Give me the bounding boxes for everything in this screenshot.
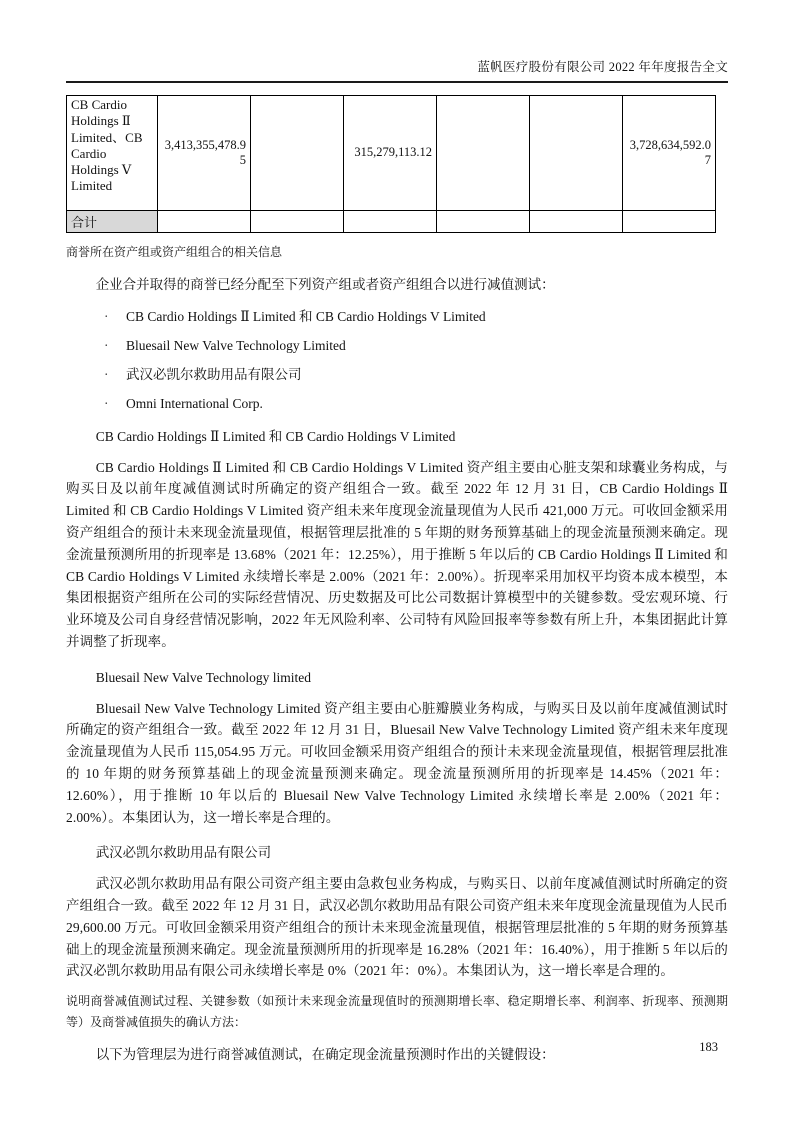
assumptions-intro: 以下为管理层为进行商誉减值测试，在确定现金流量预测时作出的关键假设： — [95, 1047, 555, 1063]
list-item-wuhan — [104, 366, 728, 383]
value-cell-6: 3,728,634,592.07 — [623, 96, 716, 211]
list-item-label: Bluesail New Valve Technology Limited — [126, 337, 346, 353]
list-item-label: CB Cardio Holdings Ⅱ Limited 和 CB Cardio Holdings V Limited — [126, 308, 486, 324]
table-row-total — [67, 211, 716, 233]
total-value-cell-5 — [530, 211, 623, 233]
bluesail-paragraph: Bluesail New Valve Technology Limited 资产组主要由心脏瓣膜业务构成，与购买日及以前年度减值测试时所确定的资产组组合一致。截至 2022 年 12 月 31 日，Bluesail New Valve Technology Limited 资产组未来年度现金流量现值为人民币 115,054.95 万元。可收回金额采用资产组组合的预计未来现金流量现值，根据管理层批准的 10 年期的财务预算基础上的现金流量预测来确定。现金流量预测所用的折现率是 14.45%（2021 年：12.60%），用于推断 10 年以后的 Bluesail New Valve Technology Limited 永续增长率是 2.00%（2021 年：2.00%）。本集团认为，这一增长率是合理的。 — [66, 700, 728, 825]
list-item-cb-cardio — [104, 308, 728, 325]
bluesail-section-heading: Bluesail New Valve Technology limited — [95, 669, 311, 685]
cb-cardio-section-heading: CB Cardio Holdings Ⅱ Limited 和 CB Cardio Holdings V Limited — [95, 428, 456, 444]
goodwill-asset-group-table — [66, 95, 716, 233]
wuhan-paragraph: 武汉必凯尔救助用品有限公司资产组主要由急救包业务构成，与购买日、以前年度减值测试时所确定的资产组组合一致。截至 2022 年 12 月 31 日，武汉必凯尔救助用品有限公司资产组未来年度现金流量现值为人民币 29,600.00 万元。可收回金额采用资产组组合的预计未来现金流量现值，根据管理层批准的 5 年期的财务预算基础上的现金流量预测来确定。现金流量预测所用的折现率是 16.28%（2021 年：16.40%），用于推断 5 年以后的武汉必凯尔救助用品有限公司永续增长率是 0%（2021 年：0%）。本集团认为，这一增长率是合理的。 — [66, 876, 728, 979]
total-value-cell-3 — [344, 211, 437, 233]
bullet-icon: · — [104, 366, 109, 382]
bullet-icon: · — [104, 337, 109, 353]
list-item-bluesail — [104, 337, 728, 354]
list-item-label: 武汉必凯尔救助用品有限公司 — [126, 366, 302, 382]
list-item-label: Omni International Corp. — [126, 395, 263, 411]
value-cell-2 — [251, 96, 344, 211]
bullet-icon: · — [104, 308, 109, 324]
cb-cardio-paragraph: CB Cardio Holdings Ⅱ Limited 和 CB Cardio Holdings V Limited 资产组主要由心脏支架和球囊业务构成，与购买日及以前年度减值测试时所确定的资产组组合一致。截至 2022 年 12 月 31 日，CB Cardio Holdings Ⅱ Limited 和 CB Cardio Holdings V Limited 资产组未来年度现金流量现值为人民币 421,000 万元。可收回金额采用资产组组合的预计未来现金流量现值，根据管理层批准的 5 年期的财务预算基础上的现金流量预测来确定。现金流量预测所用的折现率是 13.68%（2021 年：12.25%），用于推断 5 年以后的 CB Cardio Holdings Ⅱ Limited 和 CB Cardio Holdings V Limited 永续增长率是 2.00%（2021 年：2.00%）。折现率采用加权平均资本成本模型，本集团根据资产组所在公司的实际经营情况、历史数据及可比公司数据计算模型中的关键参数。受宏观环境、行业环境及公司自身经营情况影响，2022 年无风险利率、公司特有风险回报率等参数有所上升，本集团据此计算并调整了折现率。 — [66, 459, 728, 649]
total-value-cell-4 — [437, 211, 530, 233]
value-cell-4 — [437, 96, 530, 211]
total-value-cell-6 — [623, 211, 716, 233]
value-cell-3: 315,279,113.12 — [344, 96, 437, 211]
value-cell-5 — [530, 96, 623, 211]
value-cell-1: 3,413,355,478.95 — [158, 96, 251, 211]
total-label-cell: 合计 — [67, 211, 158, 233]
asset-group-list — [104, 308, 728, 412]
wuhan-section-heading: 武汉必凯尔救助用品有限公司 — [95, 845, 272, 861]
total-value-cell-2 — [251, 211, 344, 233]
list-item-omni — [104, 395, 728, 412]
bullet-icon: · — [104, 395, 109, 411]
table-row-asset-group — [67, 96, 716, 211]
total-value-cell-1 — [158, 211, 251, 233]
page-number: 183 — [699, 1040, 718, 1054]
allocation-intro: 企业合并取得的商誉已经分配至下列资产组或者资产组组合以进行减值测试： — [95, 277, 555, 292]
goodwill-info-heading: 商誉所在资产组或资产组组合的相关信息 — [66, 245, 283, 259]
asset-group-name-cell: CB Cardio Holdings Ⅱ Limited、CB Cardio Holdings Ⅴ Limited — [67, 96, 158, 211]
method-note: 说明商誉减值测试过程、关键参数（如预计未来现金流量现值时的预测期增长率、稳定期增长率、利润率、折现率、预测期等）及商誉减值损失的确认方法： — [66, 994, 728, 1030]
page-header — [66, 0, 728, 83]
report-title: 蓝帆医疗股份有限公司 2022 年年度报告全文 — [477, 60, 728, 74]
